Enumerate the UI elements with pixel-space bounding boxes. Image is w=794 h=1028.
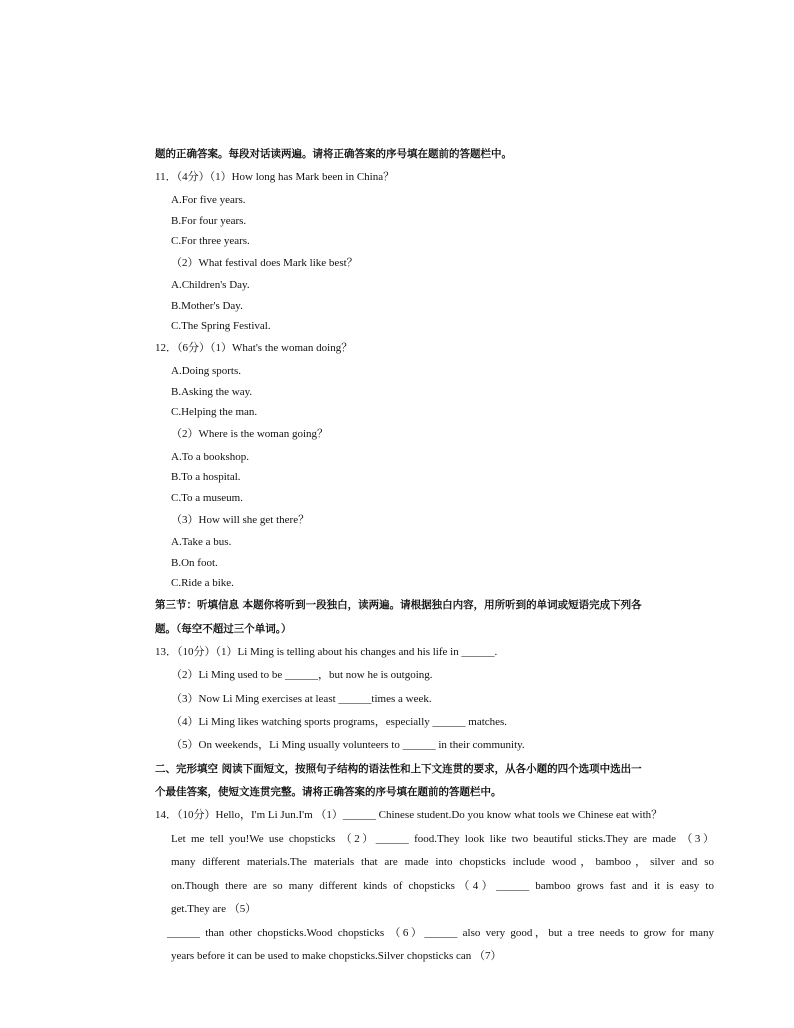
question-14-line-2: Let me tell you!We use chopsticks （2）______ food.They look like two beautiful sticks.They are made （3） bbox=[171, 833, 714, 845]
option-12-2-a: A.To a bookshop. bbox=[171, 451, 250, 463]
section-instruction-cont: 题的正确答案。每段对话读两遍。请将正确答案的序号填在题前的答题栏中。 bbox=[155, 148, 512, 160]
option-12-3-a: A.Take a bus. bbox=[171, 536, 232, 548]
option-12-2-b: B.To a hospital. bbox=[171, 471, 241, 483]
option-12-3-c: C.Ride a bike. bbox=[171, 577, 234, 589]
option-11-1-a: A.For five years. bbox=[171, 194, 246, 206]
section-3-heading-cont: 题。（每空不超过三个单词。） bbox=[155, 623, 292, 635]
question-14-line-4: on.Though there are so many different kinds of chopsticks（4）______ bamboo grows fast and it is easy to bbox=[171, 880, 714, 892]
question-13-part-1: 13．（10分）（1）Li Ming is telling about his changes and his life in ______. bbox=[155, 646, 498, 658]
option-12-1-c: C.Helping the man. bbox=[171, 406, 258, 418]
option-11-2-a: A.Children's Day. bbox=[171, 279, 250, 291]
question-12-part-3: （3）How will she get there？ bbox=[171, 514, 310, 526]
option-12-2-c: C.To a museum. bbox=[171, 492, 243, 504]
question-14-line-6: ______ than other chopsticks.Wood chopsticks （6）______ also very good，but a tree needs to grow for many bbox=[167, 927, 714, 939]
question-13-part-4: （4）Li Ming likes watching sports programs，especially ______ matches. bbox=[171, 716, 508, 728]
cloze-section-heading: 二、完形填空 阅读下面短文，按照句子结构的语法性和上下文连贯的要求，从各小题的四个选项中选出一 bbox=[155, 763, 642, 775]
question-14-line-5: get.They are （5） bbox=[171, 903, 257, 915]
question-14-line-3: many different materials.The materials that are made into chopsticks include wood，bamboo，silver and so bbox=[171, 856, 714, 868]
option-11-2-c: C.The Spring Festival. bbox=[171, 320, 271, 332]
question-11-part-2: （2）What festival does Mark like best？ bbox=[171, 257, 358, 269]
section-3-heading: 第三节：听填信息 本题你将听到一段独白，读两遍。请根据独白内容，用所听到的单词或短语完成下列各 bbox=[155, 599, 642, 611]
question-12-part-2: （2）Where is the woman going？ bbox=[171, 428, 329, 440]
question-14-line-7: years before it can be used to make chopsticks.Silver chopsticks can （7） bbox=[171, 950, 502, 962]
cloze-section-heading-cont: 个最佳答案，使短文连贯完整。请将正确答案的序号填在题前的答题栏中。 bbox=[155, 786, 502, 798]
question-12-part-1: 12．（6分）（1）What's the woman doing？ bbox=[155, 342, 353, 354]
question-13-part-2: （2）Li Ming used to be ______，but now he is outgoing. bbox=[171, 669, 433, 681]
option-11-2-b: B.Mother's Day. bbox=[171, 300, 243, 312]
question-13-part-5: （5）On weekends，Li Ming usually volunteers to ______ in their community. bbox=[171, 739, 525, 751]
question-14-line-1: 14．（10分）Hello，I'm Li Jun.I'm （1）______ Chinese student.Do you know what tools we Chinese eat with？ bbox=[155, 809, 663, 821]
option-12-3-b: B.On foot. bbox=[171, 557, 218, 569]
option-12-1-a: A.Doing sports. bbox=[171, 365, 241, 377]
question-13-part-3: （3）Now Li Ming exercises at least ______times a week. bbox=[171, 693, 432, 705]
option-11-1-b: B.For four years. bbox=[171, 215, 247, 227]
option-11-1-c: C.For three years. bbox=[171, 235, 250, 247]
option-12-1-b: B.Asking the way. bbox=[171, 386, 253, 398]
question-11-part-1: 11．（4分）（1）How long has Mark been in China？ bbox=[155, 171, 395, 183]
